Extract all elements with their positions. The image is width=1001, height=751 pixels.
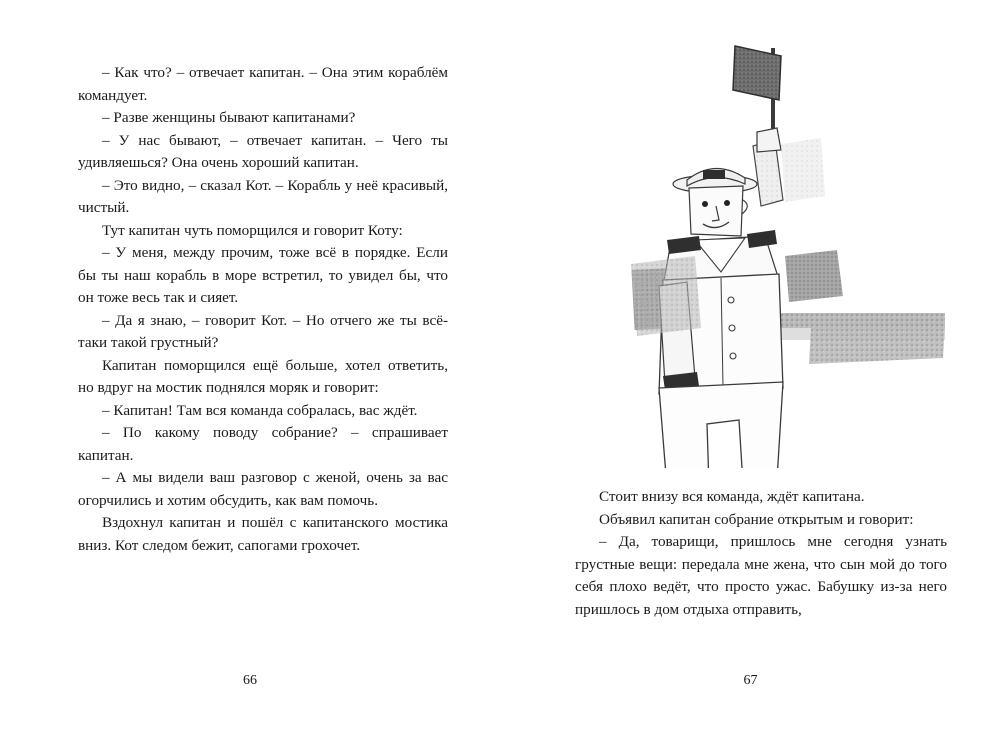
page-number-right: 67 (743, 673, 758, 688)
paragraph: Тут капитан чуть поморщился и говорит Коту: (102, 221, 403, 239)
illustration-captain (575, 28, 947, 468)
right-page-text-column (575, 486, 947, 621)
paragraph: – У нас бывают, – отвечает капитан. – Чего ты удивляешься? Она очень хороший капитан. (78, 131, 448, 171)
paragraph: – Это видно, – сказал Кот. – Корабль у неё красивый, чистый. (78, 176, 448, 216)
page-number-left: 66 (243, 673, 257, 688)
paragraph: – Капитан! Там вся команда собралась, вас ждёт. (102, 401, 418, 419)
paragraph: – Разве женщины бывают капитанами? (102, 109, 356, 126)
paragraph: Вздохнул капитан и пошёл с капитанского мостика вниз. Кот следом бежит, сапогами грохочет. (78, 514, 448, 554)
paragraph: – А мы видели ваш разговор с женой, очень за вас огорчились и хотим обсудить, как вам помочь. (78, 469, 448, 509)
paragraph: – По какому поводу собрание? – спрашивает капитан. (78, 424, 448, 464)
paragraph: – Как что? – отвечает капитан. – Она этим кораблём командует. (78, 64, 448, 104)
paragraph: – Да я знаю, – говорит Кот. – Но отчего же ты всё-таки такой грустный? (78, 311, 448, 351)
left-page-text-column (78, 62, 448, 557)
paragraph: Капитан поморщился ещё больше, хотел ответить, но вдруг на мостик поднялся моряк и говорит: (78, 356, 448, 396)
paragraph: – Да, товарищи, пришлось мне сегодня узнать грустные вещи: передала мне жена, что сын мой до того себя плохо ведёт, что просто ужас. Бабушку из-за него пришлось в дом отдыха отправить, (575, 533, 947, 618)
paragraph: – У меня, между прочим, тоже всё в порядке. Если бы ты наш корабль в море встретил, то увидел бы, что он тоже весь так и сияет. (78, 244, 448, 306)
page-left (0, 0, 500, 751)
paragraph: Объявил капитан собрание открытым и говорит: (599, 510, 914, 528)
paragraph: Стоит внизу вся команда, ждёт капитана. (599, 488, 865, 505)
